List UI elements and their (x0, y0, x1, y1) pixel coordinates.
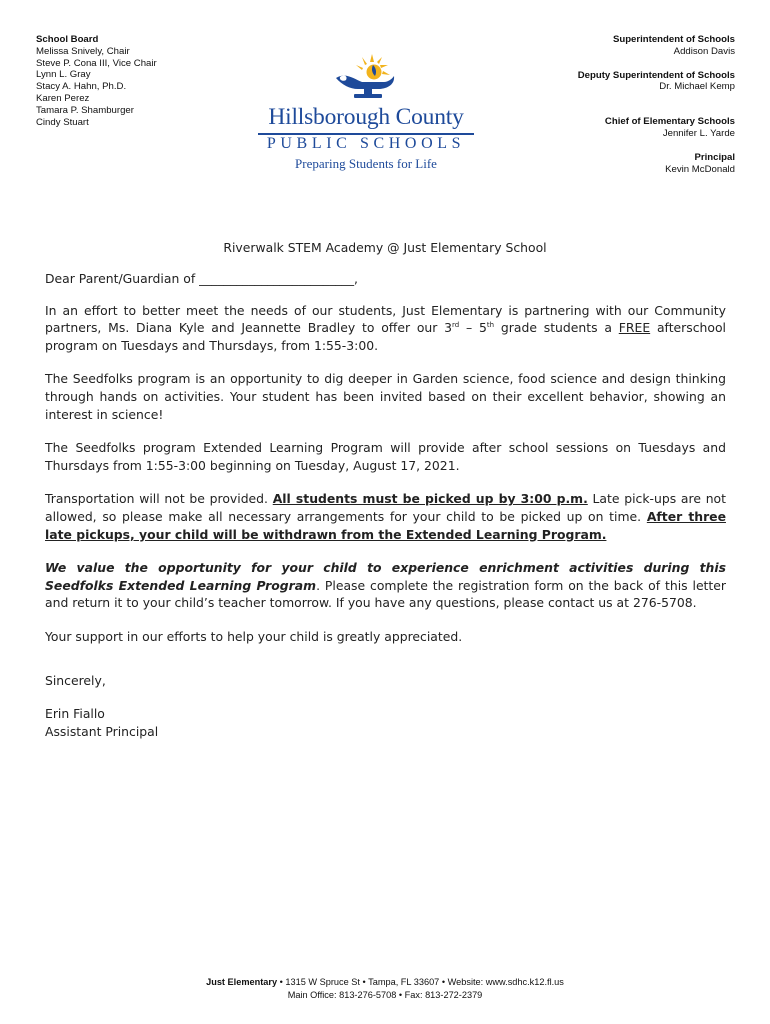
district-logo (250, 52, 482, 174)
closing: Sincerely, (45, 672, 106, 688)
admin-name: Addison Davis (673, 45, 735, 57)
district-tagline: Preparing Students for Life (295, 156, 437, 171)
admin-role: Deputy Superintendent of Schools (577, 69, 735, 81)
signer-title: Assistant Principal (45, 723, 159, 739)
letter-footer (0, 976, 770, 1002)
board-member: Tamara P. Shamburger (36, 104, 134, 116)
administration-list (495, 34, 735, 175)
footer-contact-line: Main Office: 813-276-5708 • Fax: 813-272-2379 (287, 990, 483, 1000)
admin-role: Chief of Elementary Schools (604, 116, 735, 128)
footer-address: 1315 W Spruce St (285, 977, 360, 987)
district-subtitle: PUBLIC SCHOOLS (266, 135, 466, 152)
letter-body (45, 270, 726, 740)
footer-city: Tampa, FL 33607 (368, 977, 440, 987)
footer-fax: Fax: 813-272-2379 (404, 990, 483, 1000)
admin-name: Dr. Michael Kemp (659, 81, 735, 93)
lamp-of-learning-icon (332, 52, 400, 102)
school-board-list (36, 34, 216, 128)
admin-name: Kevin McDonald (665, 163, 735, 175)
enrichment-emphasis: We value the opportunity for your child to experience enrichment activities during this Seedfolks Extended Learning Program (45, 560, 726, 593)
signature-block (45, 705, 726, 740)
board-member: Lynn L. Gray (36, 69, 91, 81)
late-pickup-warning: After three late pickups, your child will be withdrawn from the Extended Learning Program. (45, 508, 726, 542)
board-member: Melissa Snively, Chair (36, 45, 130, 57)
footer-office: Main Office: 813-276-5708 (287, 990, 397, 1000)
free-emphasis: FREE (618, 320, 651, 336)
board-member: Cindy Stuart (36, 116, 89, 128)
paragraph-program-intro: In an effort to better meet the needs of our students, Just Elementary is partnering with our Community partners, Ms. Diana Kyle and Jeannette Bradley to offer our 3rd – 5th grade students a FREE afterschool program on Tuesdays and Thursdays, from 1:55-3:00. (45, 302, 726, 353)
paragraph-program-description: The Seedfolks program is an opportunity to dig deeper in Garden science, food science and design thinking through hands on activities. Your student has been invited based on their excellent behavior, showing an interest in science! (45, 371, 726, 422)
admin-role: Superintendent of Schools (612, 34, 735, 45)
district-name: Hillsborough County (268, 104, 464, 130)
school-board-title: School Board (36, 34, 99, 45)
pickup-deadline: All students must be picked up by 3:00 p.m. (272, 491, 588, 507)
footer-school: Just Elementary (206, 977, 278, 987)
admin-name: Jennifer L. Yarde (662, 127, 735, 139)
signer-name: Erin Fiallo (45, 706, 105, 722)
footer-address-line: Just Elementary • 1315 W Spruce St • Tampa, FL 33607 • Website: www.sdhc.k12.fl.us (206, 977, 564, 987)
board-member: Stacy A. Hahn, Ph.D. (36, 81, 127, 93)
paragraph-transportation: Transportation will not be provided. All students must be picked up by 3:00 p.m. Late pick-ups are not allowed, so please make all necessary arrangements for your child to be picked up on time. After three late pickups, your child will be withdrawn from the Extended Learning Program. (45, 491, 726, 542)
paragraph-registration: We value the opportunity for your child to experience enrichment activities during this Seedfolks Extended Learning Program. Please complete the registration form on the back of this letter and return it to your child’s teacher tomorrow. If you have any questions, please contact us at 276-5708. (45, 560, 726, 611)
salutation: Dear Parent/Guardian of _________________________, (45, 271, 358, 286)
paragraph-schedule: The Seedfolks program Extended Learning Program will provide after school sessions on Tuesdays and Thursdays from 1:55-3:00 beginning on Tuesday, August 17, 2021. (45, 440, 726, 473)
admin-role: Principal (694, 151, 735, 163)
letter-heading: Riverwalk STEM Academy @ Just Elementary School (223, 240, 547, 255)
paragraph-appreciation: Your support in our efforts to help your child is greatly appreciated. (45, 628, 463, 644)
board-member: Steve P. Cona III, Vice Chair (36, 57, 157, 69)
footer-website: Website: www.sdhc.k12.fl.us (447, 977, 564, 987)
board-member: Karen Perez (36, 92, 90, 104)
